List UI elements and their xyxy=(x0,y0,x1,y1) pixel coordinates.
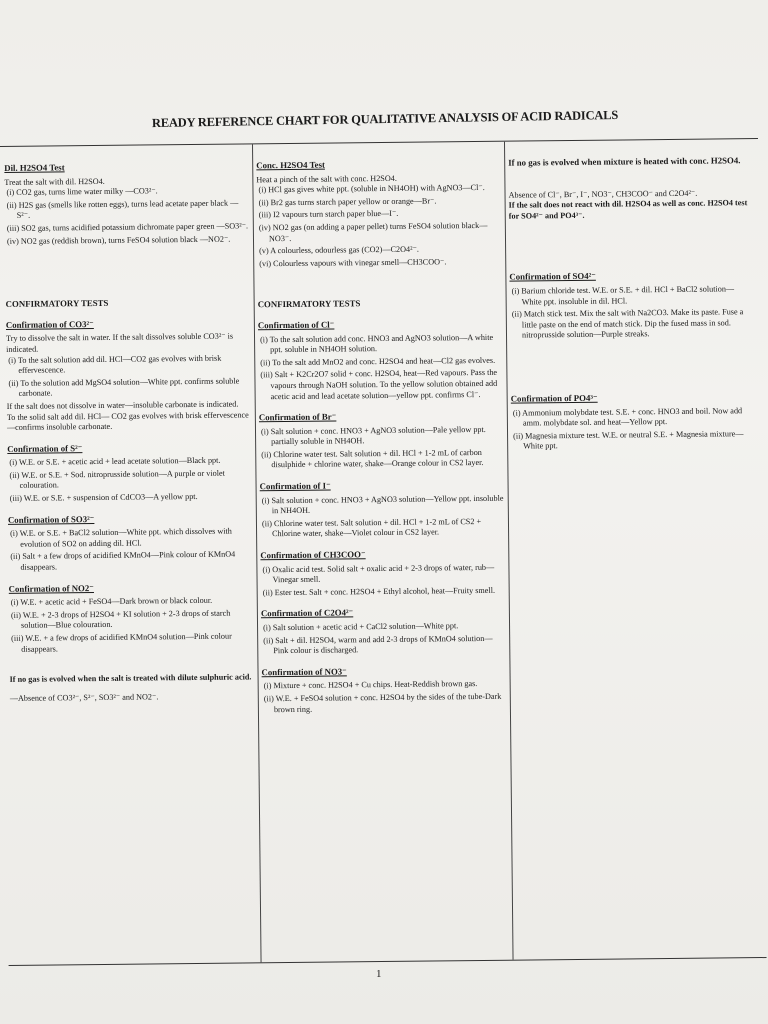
c2o4-item: (ii) Salt + dil. H2SO4, warm and add 2-3 drops of KMnO4 solution—Pink colour is discharged. xyxy=(263,633,493,656)
test-for-text: If the salt does not react with dil. H2SO4 as well as conc. H2SO4 test for SO4²⁻ and PO4³⁻. xyxy=(508,198,748,221)
page-title: READY REFERENCE CHART FOR QUALITATIVE ANALYSIS OF ACID RADICALS xyxy=(151,107,619,131)
no3-heading: Confirmation of NO3⁻ xyxy=(261,666,347,678)
i-item: (ii) Chlorine water test. Salt solution + dil. HCl + 1-2 mL of CS2 + Chlorine water, shake—Violet colour in CS2 layer. xyxy=(261,516,482,539)
conc-test-heading: Conc. H2SO4 Test xyxy=(256,159,325,171)
co3-item: Try to dissolve the salt in water. If the salt dissolves soluble CO3²⁻ is indicated. xyxy=(5,331,234,354)
s-heading: Confirmation of S²⁻ xyxy=(7,442,83,454)
so4-item: (ii) Match stick test. Mix the salt with Na2CO3. Make its paste. Fuse a little paste on the end of match stick. Dip the fused mass in sod. nitroprusside solution—Purple streaks. xyxy=(511,307,744,340)
co3-item: (ii) To the solution add MgSO4 solution—White ppt. confirms soluble carbonate. xyxy=(8,376,240,399)
confirmatory-heading: CONFIRMATORY TESTS xyxy=(5,298,109,310)
absence-text: Absence of Cl⁻, Br⁻, I⁻, NO3⁻, CH3COO⁻ and C2O4²⁻. xyxy=(508,188,698,200)
conc-test-item: (iv) NO2 gas (on adding a paper pellet) turns FeSO4 solution black—NO3⁻. xyxy=(258,220,488,243)
cl-item: (i) To the salt solution add conc. HNO3 and AgNO3 solution—A white ppt. soluble in NH4OH solution. xyxy=(259,332,494,355)
dil-test-intro: Treat the salt with dil. H2SO4. xyxy=(4,176,105,187)
no2-heading: Confirmation of NO2⁻ xyxy=(8,582,94,594)
dil-test-heading: Dil. H2SO4 Test xyxy=(4,162,65,173)
i-item: (i) Salt solution + conc. HNO3 + AgNO3 solution—Yellow ppt. insoluble in NH4OH. xyxy=(261,493,504,516)
po4-item: (ii) Magnesia mixture test. W.E. or neutral S.E. + Magnesia mixture—White ppt. xyxy=(513,428,744,451)
no3-item: (ii) W.E. + FeSO4 solution + conc. H2SO4 by the sides of the tube-Dark brown ring. xyxy=(263,691,502,714)
co3-item: (i) To the salt solution add dil. HCl—CO2 gas evolves with brisk effervescence. xyxy=(8,353,222,375)
no3-item: (i) Mixture + conc. H2SO4 + Cu chips. Heat-Reddish brown gas. xyxy=(263,679,478,691)
dil-test-item: (ii) H2S gas (smells like rotten eggs), turns lead acetate paper black —S²⁻. xyxy=(6,198,239,221)
co3-item: To the solid salt add dil. HCl— CO2 gas evolves with brisk effervescence—confirms insoluble carbonate. xyxy=(6,409,249,433)
no-gas-absence: —Absence of CO3²⁻, S²⁻, SO3²⁻ and NO2⁻. xyxy=(9,692,159,703)
so4-heading: Confirmation of SO4²⁻ xyxy=(509,271,596,283)
so3-item: (ii) Salt + a few drops of acidified KMnO4—Pink colour of KMnO4 disappears. xyxy=(10,549,236,572)
c2o4-heading: Confirmation of C2O4²⁻ xyxy=(260,607,354,619)
conc-test-item: (i) HCl gas gives white ppt. (soluble in NH4OH) with AgNO3—Cl⁻. xyxy=(258,183,485,195)
no-gas-conc-heading: If no gas is evolved when mixture is heated with conc. H2SO4. xyxy=(508,155,741,168)
cl-heading: Confirmation of Cl⁻ xyxy=(257,319,335,331)
no-gas-note: If no gas is evolved when the salt is treated with dilute sulphuric acid. xyxy=(9,672,252,685)
so3-item: (i) W.E. or S.E. + BaCl2 solution—White ppt. which dissolves with evolution of SO2 on adding dil. HCl. xyxy=(10,526,232,549)
so4-item: (i) Barium chloride test. W.E. or S.E. + dil. HCl + BaCl2 solution—White ppt. insoluble in dil. HCl. xyxy=(511,284,735,307)
column-so4-po4 xyxy=(508,139,761,960)
br-heading: Confirmation of Br⁻ xyxy=(258,411,337,423)
no2-item: (ii) W.E. + 2-3 drops of H2SO4 + KI solution + 2-3 drops of starch solution—Blue colouration. xyxy=(10,608,231,631)
po4-item: (i) Ammonium molybdate test. S.E. + conc. HNO3 and boil. Now add amm. molybdate sol. and heat—Yellow ppt. xyxy=(512,405,743,428)
co3-item: If the salt does not dissolve in water—insoluble carbonate is indicated. xyxy=(6,399,239,411)
conc-test-item: (vi) Colourless vapours with vinegar smell—CH3COO⁻. xyxy=(259,257,447,269)
br-item: (i) Salt solution + conc. HNO3 + AgNO3 solution—Pale yellow ppt. partially soluble in NH4OH. xyxy=(260,424,486,447)
ch3coo-item: (i) Oxalic acid test. Solid salt + oxalic acid + 2-3 drops of water, rub—Vinegar smell. xyxy=(262,562,495,585)
page-number: 1 xyxy=(376,968,382,980)
conc-test-item: (iii) I2 vapours turn starch paper blue—I⁻. xyxy=(258,209,399,220)
i-heading: Confirmation of I⁻ xyxy=(259,480,331,492)
ch3coo-item: (ii) Ester test. Salt + conc. H2SO4 + Ethyl alcohol, heat—Fruity smell. xyxy=(262,585,496,598)
reference-table xyxy=(0,138,767,966)
co3-heading: Confirmation of CO3²⁻ xyxy=(5,318,94,330)
s-item: (ii) W.E. or S.E. + Sod. nitroprusside solution—A purple or violet colouration. xyxy=(9,468,225,491)
dil-test-item: (i) CO2 gas, turns lime water milky —CO3²⁻. xyxy=(6,186,158,198)
dil-test-item: (iv) NO2 gas (reddish brown), turns FeSO4 solution black —NO2⁻. xyxy=(6,234,231,246)
cl-item: (iii) Salt + K2Cr2O7 solid + conc. H2SO4, heat—Red vapours. Pass the vapours through NaOH solution. To the yellow solution obtained add acetic acid and lead acetate solution—yellow ppt. confirms Cl⁻. xyxy=(260,368,498,401)
s-item: (iii) W.E. or S.E. + suspension of CdCO3—A yellow ppt. xyxy=(9,492,198,503)
column-dil-h2so4 xyxy=(4,144,259,965)
so3-heading: Confirmation of SO3²⁻ xyxy=(7,513,95,525)
conc-test-intro: Heat a pinch of the salt with conc. H2SO4. xyxy=(256,173,397,184)
dil-test-item: (iii) SO2 gas, turns acidified potassium dichromate paper green —SO3²⁻. xyxy=(6,221,249,233)
s-item: (i) W.E. or S.E. + acetic acid + lead acetate solution—Black ppt. xyxy=(9,455,221,468)
conc-test-item: (v) A colourless, odourless gas (CO2)—C2O4²⁻. xyxy=(259,244,419,256)
conc-test-item: (ii) Br2 gas turns starch paper yellow or orange—Br⁻. xyxy=(258,196,437,208)
no2-item: (iii) W.E. + a few drops of acidified KMnO4 solution—Pink colour disappears. xyxy=(11,631,232,654)
c2o4-item: (i) Salt solution + acetic acid + CaCl2 solution—White ppt. xyxy=(263,621,459,633)
po4-heading: Confirmation of PO4³⁻ xyxy=(510,392,598,404)
cl-item: (ii) To the salt add MnO2 and conc. H2SO4 and heat—Cl2 gas evolves. xyxy=(260,355,496,368)
br-item: (ii) Chlorine water test. Salt solution + dil. HCl + 1-2 mL of carbon disulphide + chlorine water, shake—Orange colour in CS2 layer. xyxy=(261,447,484,470)
column-conc-h2so4 xyxy=(256,142,511,963)
confirmatory-heading: CONFIRMATORY TESTS xyxy=(257,298,361,310)
no2-item: (i) W.E. + acetic acid + FeSO4—Dark brown or black colour. xyxy=(10,596,213,608)
ch3coo-heading: Confirmation of CH3COO⁻ xyxy=(260,549,366,561)
